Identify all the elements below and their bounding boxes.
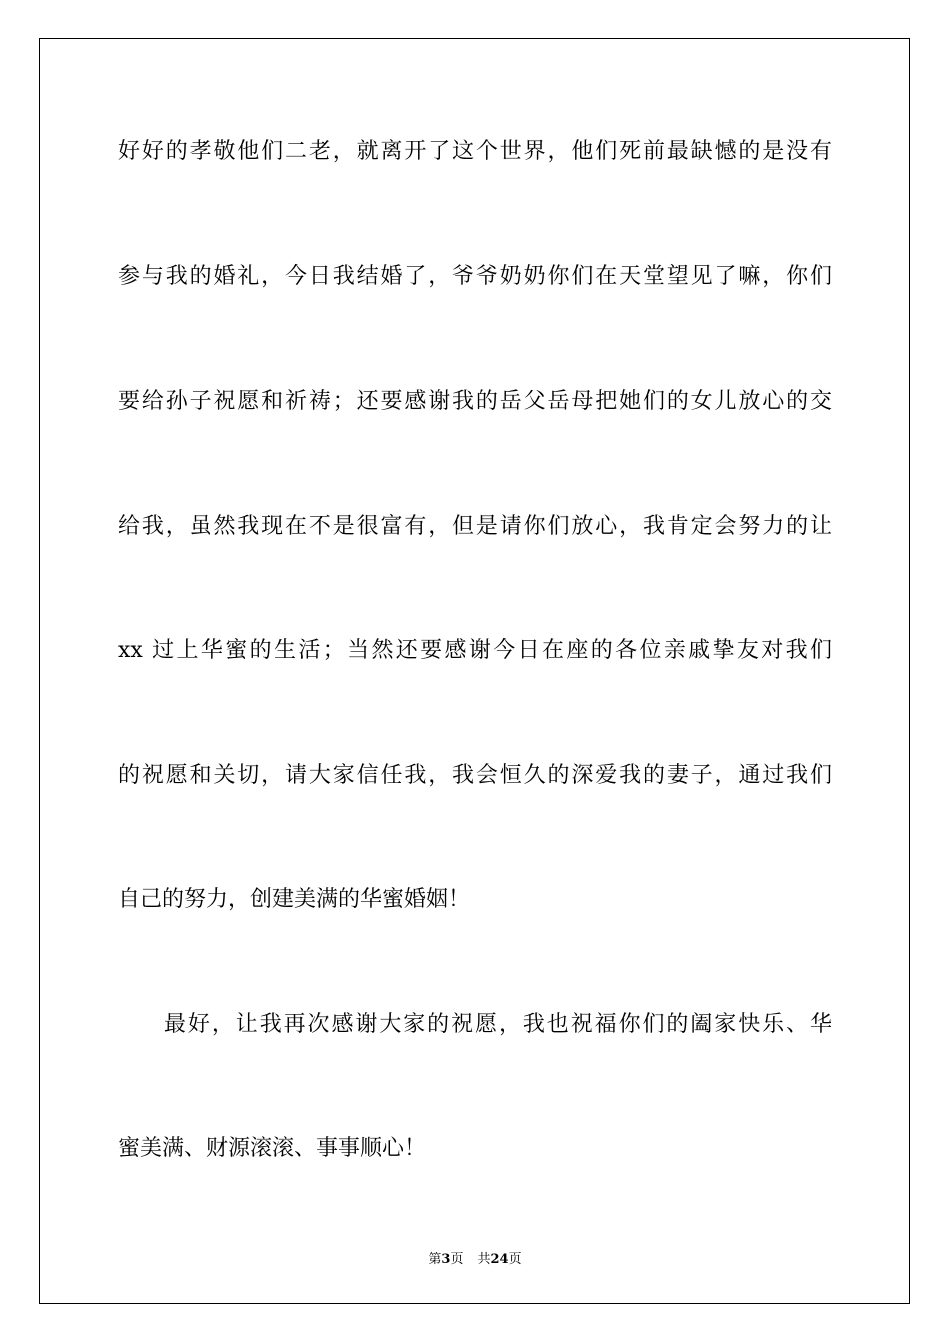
page-footer — [0, 1248, 950, 1267]
footer-total-pages: 24 — [490, 1252, 509, 1267]
body-line-7: 自己的努力，创建美满的华蜜婚姻！ — [118, 887, 471, 912]
footer-total-prefix: 共 — [477, 1252, 491, 1267]
body-line-2: 参与我的婚礼，今日我结婚了，爷爷奶奶你们在天堂望见了嘛，你们 — [118, 264, 832, 289]
body-line-4: 给我，虽然我现在不是很富有，但是请你们放心，我肯定会努力的让 — [118, 514, 832, 539]
body-line-9: 蜜美满、财源滚滚、事事顺心！ — [118, 1136, 427, 1161]
body-line-1: 好好的孝敬他们二老，就离开了这个世界，他们死前最缺憾的是没有 — [118, 139, 832, 164]
body-line-8: 最好，让我再次感谢大家的祝愿，我也祝福你们的阖家快乐、华 — [164, 1012, 832, 1037]
footer-page-prefix: 第 — [428, 1252, 442, 1267]
page-border — [39, 38, 910, 1304]
body-line-6: 的祝愿和关切，请大家信任我，我会恒久的深爱我的妻子，通过我们 — [118, 763, 832, 788]
body-line-5: xx 过上华蜜的生活；当然还要感谢今日在座的各位亲戚挚友对我们 — [118, 638, 832, 663]
footer-page-suffix: 页 — [450, 1252, 464, 1267]
footer-total-suffix: 页 — [508, 1252, 522, 1267]
footer-page-number: 3 — [441, 1252, 451, 1267]
body-line-3: 要给孙子祝愿和祈祷；还要感谢我的岳父岳母把她们的女儿放心的交 — [118, 389, 832, 414]
